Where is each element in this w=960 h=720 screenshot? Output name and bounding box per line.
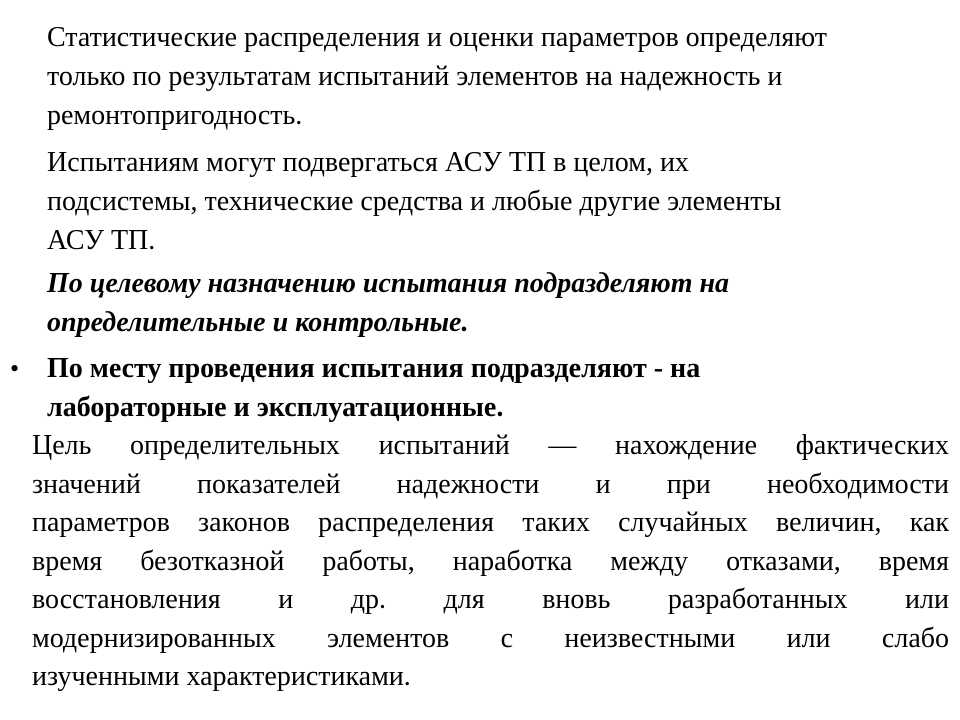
text-line: время безотказной работы, наработка между отказами, время	[32, 545, 949, 577]
bullet-marker: •	[10, 354, 20, 383]
text-line: только по результатам испытаний элементов на надежность и	[47, 61, 783, 92]
paragraph-statistical-distributions	[47, 18, 827, 135]
text-line: модернизированных элементов с неизвестными или слабо	[32, 622, 949, 654]
text-line: Испытаниям могут подвергаться АСУ ТП в целом, их	[47, 147, 689, 178]
text-line: определительные и контрольные.	[47, 307, 469, 338]
paragraph-purpose-classification	[47, 264, 729, 342]
text-line: подсистемы, технические средства и любые другие элементы	[47, 186, 782, 217]
text-line: параметров законов распределения таких случайных величин, как	[32, 507, 949, 538]
text-line: По целевому назначению испытания подразделяют на	[47, 268, 730, 299]
paragraph-location-classification	[47, 349, 700, 427]
paragraph-test-subjects	[47, 143, 781, 260]
text-line: По месту проведения испытания подразделяют - на	[47, 353, 701, 384]
text-line: Цель определительных испытаний — нахождение фактических	[32, 430, 949, 461]
text-line: ремонтопригодность.	[47, 100, 303, 131]
text-line: изученными характеристиками.	[32, 661, 411, 692]
text-line: значений показателей надежности и при необходимости	[32, 468, 949, 500]
text-line: Статистические распределения и оценки параметров определяют	[47, 22, 828, 53]
text-line: АСУ ТП.	[47, 225, 156, 256]
text-line: лабораторные и эксплуатационные.	[47, 392, 504, 423]
paragraph-determinative-tests-goal	[32, 427, 949, 697]
text-line: восстановления и др. для вновь разработанных или	[32, 584, 949, 615]
